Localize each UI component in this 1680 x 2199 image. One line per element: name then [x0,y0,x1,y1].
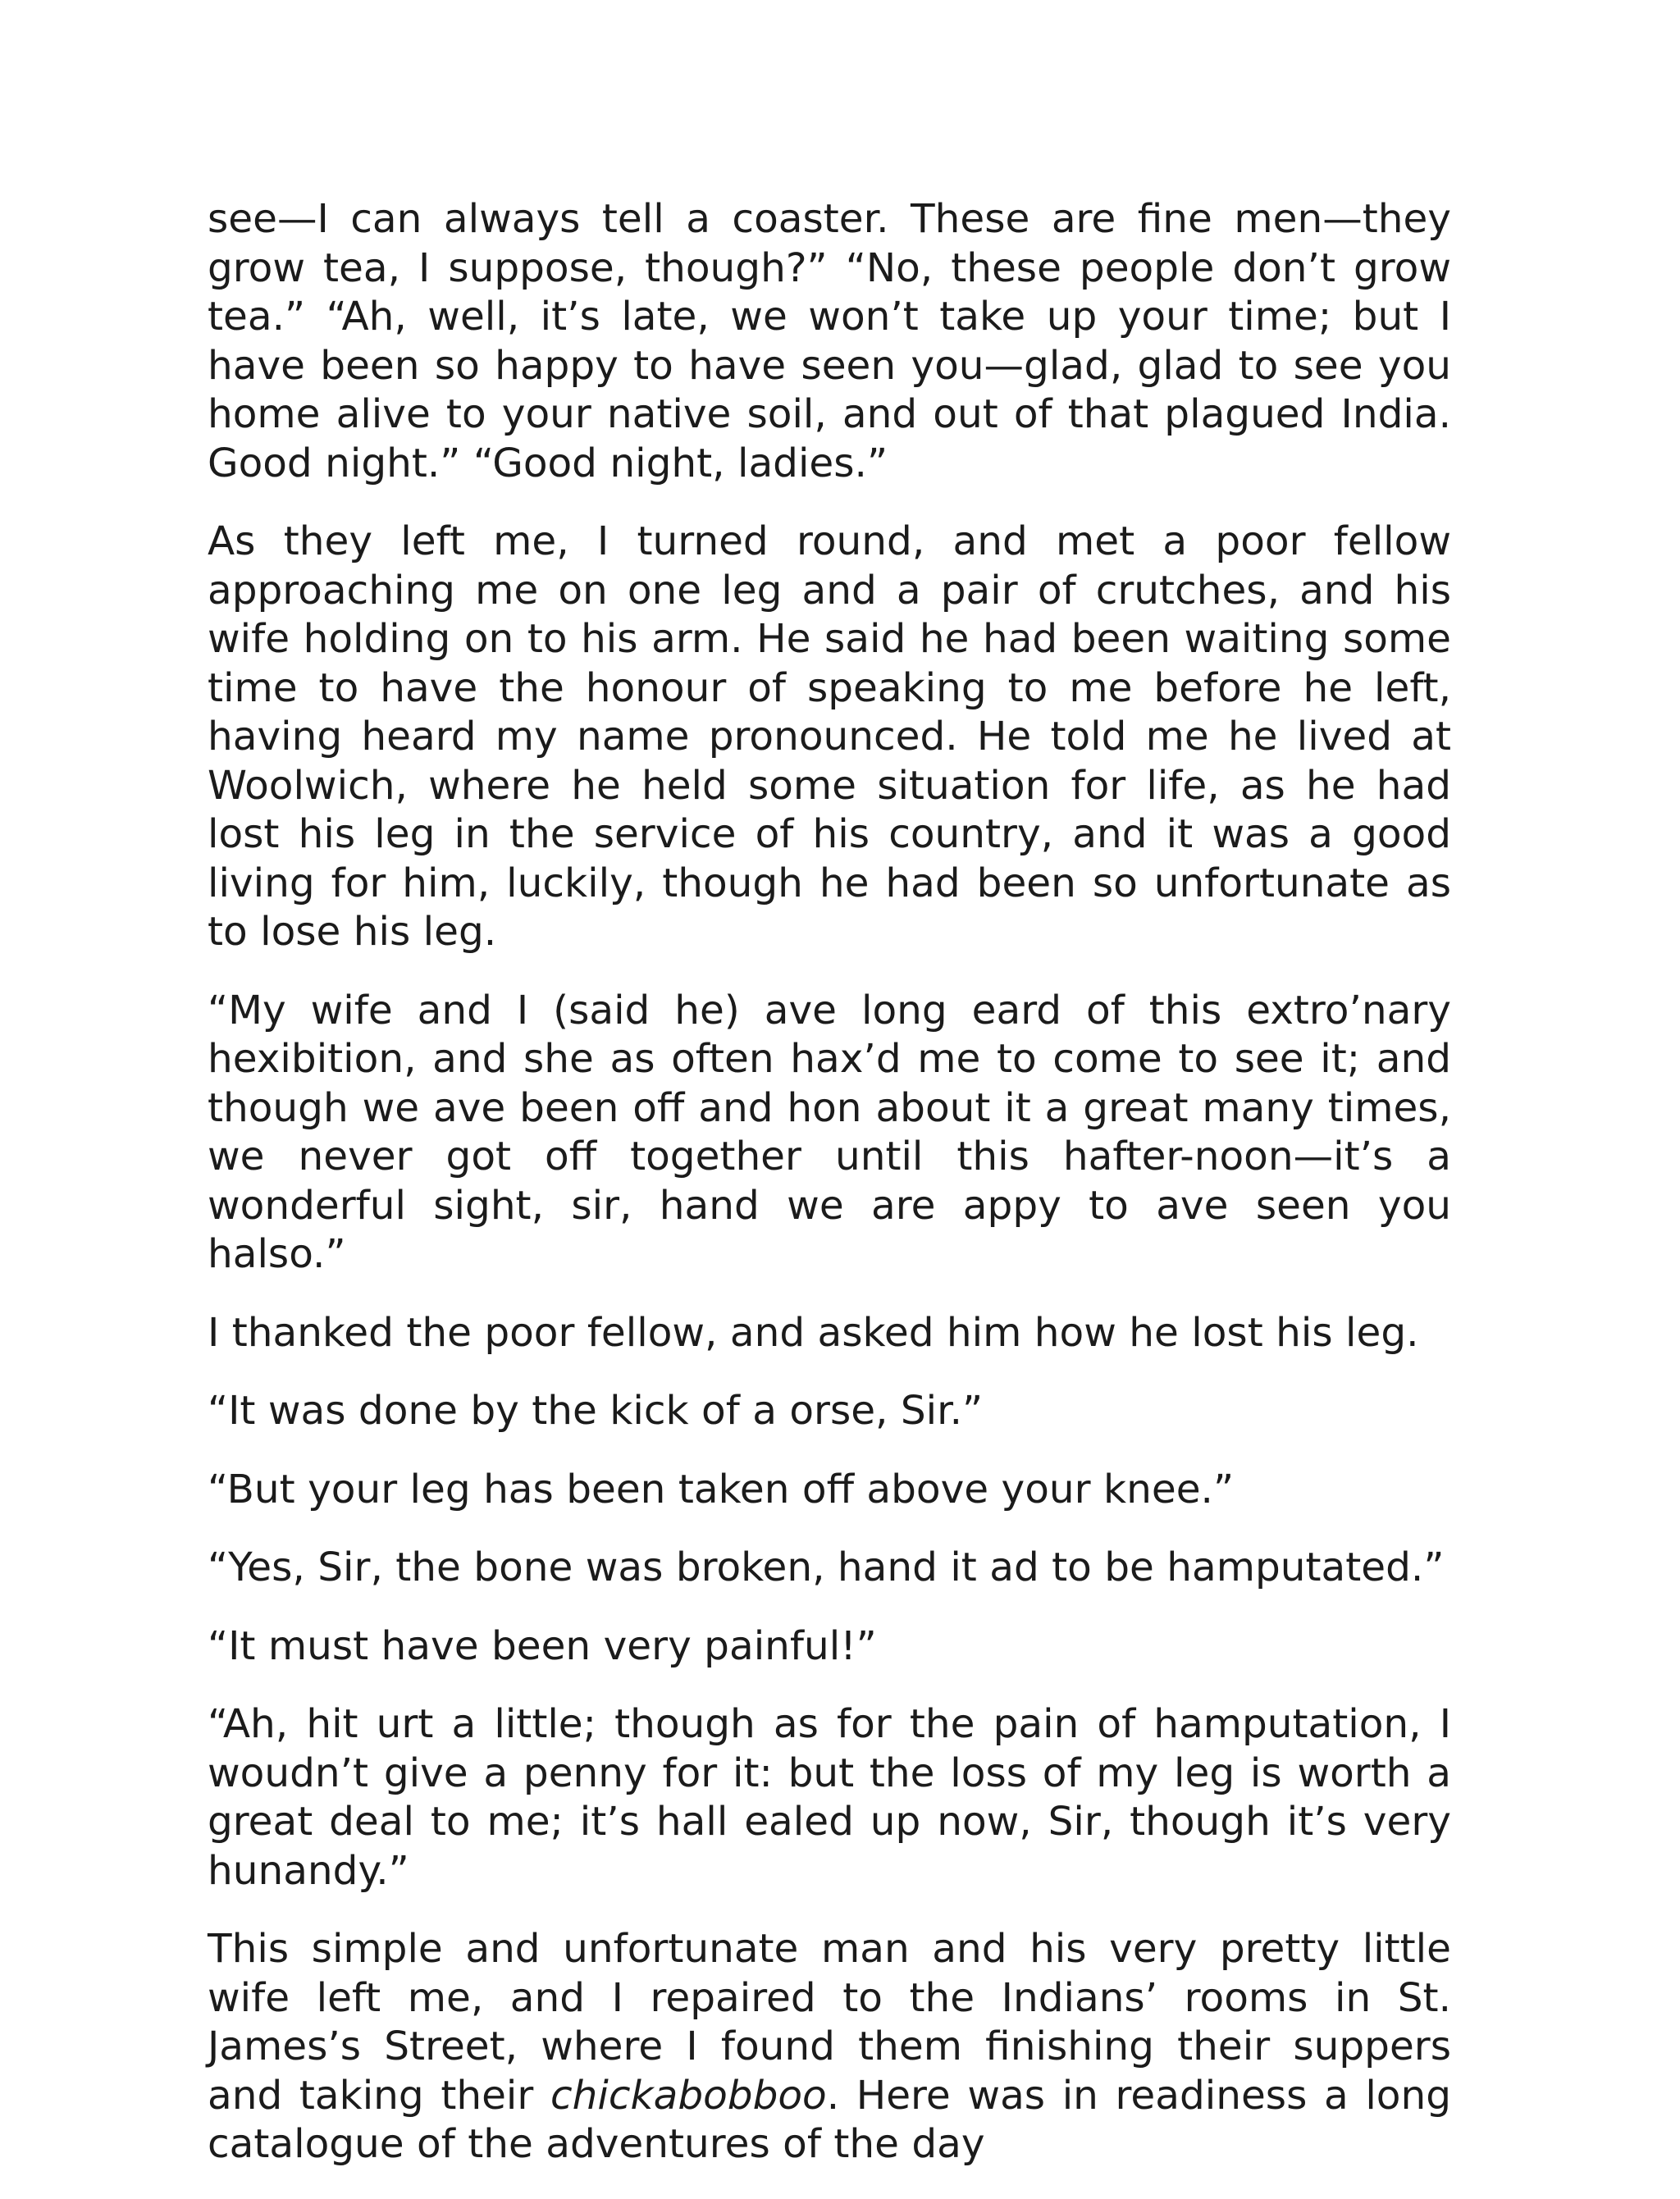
paragraph-4: I thanked the poor fellow, and asked him how he lost his leg. [208,1309,1419,1356]
paragraph-3: “My wife and I (said he) ave long eard of this extro’nary hexibition, and she as often hax’d me to come to see it; and though we ave been off and hon about it a great many times, we never got off together until this hafter-noon—it’s a wonderful sight, sir, hand we are appy to ave seen you halso.” [208,987,1451,1277]
paragraph-5: “It was done by the kick of a orse, Sir.” [208,1388,984,1434]
paragraph-1: see—I can always tell a coaster. These are fine men—they grow tea, I suppose, though?” “No, these people don’t grow tea.” “Ah, well, it’s late, we won’t take up your time; but I have been so happy to have seen you—glad, glad to see you home alive to your native soil, and out of that plagued India. Good night.” “Good night, ladies.” [208,196,1451,486]
paragraph-6: “But your leg has been taken off above your knee.” [208,1466,1235,1512]
paragraph-9: “Ah, hit urt a little; though as for the pain of hamputation, I woudn’t give a penny for it: but the loss of my leg is worth a great deal to me; it’s hall ealed up now, Sir, though it’s very hunandy.” [208,1701,1451,1894]
page-body [208,195,1451,2199]
paragraph-2: As they left me, I turned round, and met a poor fellow approaching me on one leg and a pair of crutches, and his wife holding on to his arm. He said he had been waiting some time to have the honour of speaking to me before he left, having heard my name pronounced. He told me he lived at Woolwich, where he held some situation for life, as he had lost his leg in the service of his country, and it was a good living for him, luckily, though he had been so unfortunate as to lose his leg. [208,518,1451,955]
paragraph-7: “Yes, Sir, the bone was broken, hand it ad to be hamputated.” [208,1544,1445,1590]
paragraph-10-text-start: This simple and unfortunate man and his very pretty little wife left me, and I repaired to the Indians’ rooms in St. James’s Street, where I found them finishing their suppers and taking their [208,1926,1451,2119]
italic-word: chickabobboo [550,2072,827,2119]
paragraph-10-text-end: . Here was in readiness a long catalogue of the adventures of the day [208,2072,1451,2167]
paragraph-8: “It must have been very painful!” [208,1622,877,1669]
paragraph-10 [208,1925,1451,2169]
